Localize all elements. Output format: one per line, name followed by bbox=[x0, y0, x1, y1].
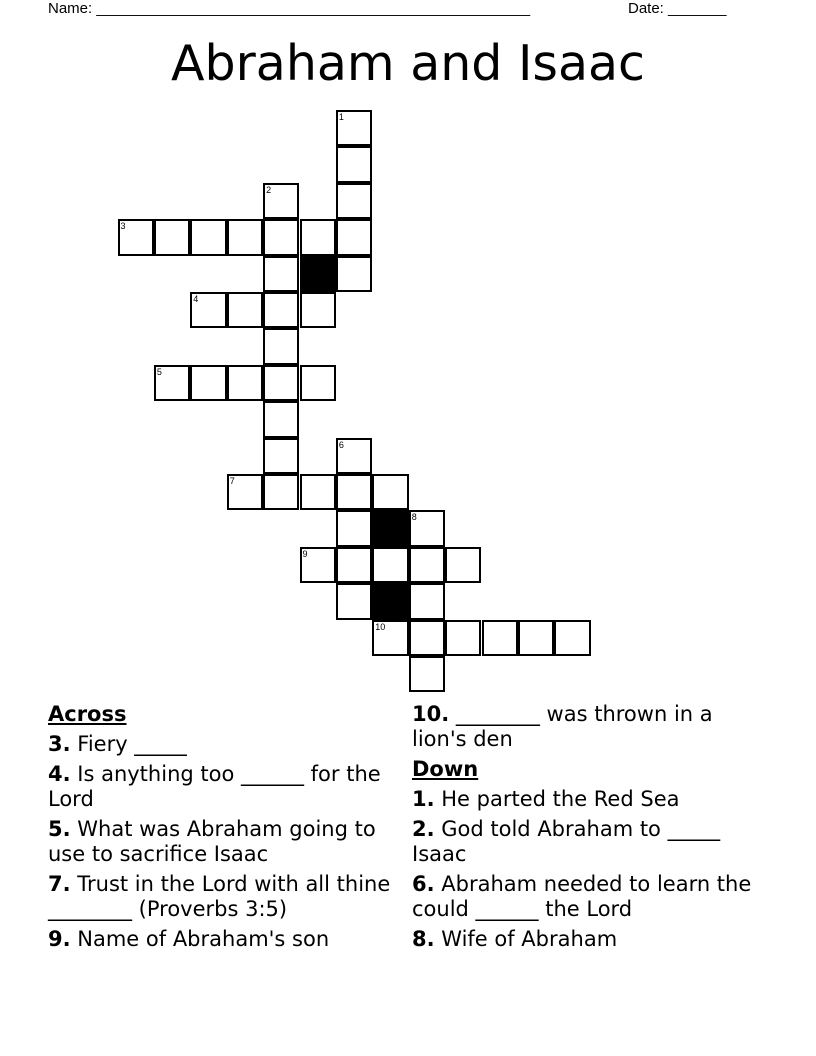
page-title: Abraham and Isaac bbox=[171, 35, 645, 92]
clue-text: Fiery _____ bbox=[70, 732, 187, 756]
crossword-cell[interactable] bbox=[300, 474, 336, 510]
clue-number-label: 6 bbox=[338, 439, 344, 450]
clue-text: He parted the Red Sea bbox=[434, 787, 680, 811]
clue-text: ________ was thrown in a lion's den bbox=[412, 702, 713, 751]
clue-text: Trust in the Lord with all thine ________ (Proverbs 3:5) bbox=[48, 872, 391, 921]
crossword-cell[interactable] bbox=[336, 219, 372, 255]
crossword-cell[interactable] bbox=[372, 547, 408, 583]
crossword-cell[interactable] bbox=[263, 401, 299, 437]
crossword-cell[interactable] bbox=[336, 510, 372, 546]
clue-across-5 bbox=[48, 817, 398, 867]
clue-number: 6. bbox=[412, 872, 435, 896]
crossword-cell[interactable] bbox=[336, 256, 372, 292]
clue-number-label: 4 bbox=[193, 294, 199, 304]
across-heading: Across bbox=[48, 702, 127, 726]
crossword-cell[interactable] bbox=[518, 620, 554, 656]
clue-number: 9. bbox=[48, 927, 71, 951]
clue-number: 7. bbox=[48, 872, 71, 896]
clue-across-7 bbox=[48, 872, 398, 922]
clue-number: 5. bbox=[48, 817, 71, 841]
crossword-cell[interactable] bbox=[445, 620, 481, 656]
clue-across-4 bbox=[48, 762, 398, 812]
crossword-cell[interactable] bbox=[190, 365, 226, 401]
clue-number: 10. bbox=[412, 702, 450, 726]
clue-text: Abraham needed to learn the could ______ the Lord bbox=[412, 872, 752, 921]
clue-number-label: 7 bbox=[229, 476, 235, 486]
crossword-cell[interactable] bbox=[372, 474, 408, 510]
clue-number-label: 9 bbox=[302, 548, 308, 559]
clue-text: What was Abraham going to use to sacrifice Isaac bbox=[48, 817, 376, 866]
clue-number: 3. bbox=[48, 732, 71, 756]
clue-text: Name of Abraham's son bbox=[70, 927, 330, 951]
crossword-cell[interactable] bbox=[336, 183, 372, 219]
crossword-cell[interactable] bbox=[409, 620, 445, 656]
crossword-cell[interactable] bbox=[263, 365, 299, 401]
crossword-cell[interactable] bbox=[445, 547, 481, 583]
crossword-cell[interactable] bbox=[227, 365, 263, 401]
crossword-cell[interactable] bbox=[336, 547, 372, 583]
clue-number-label: 10 bbox=[375, 621, 386, 632]
crossword-cell[interactable] bbox=[263, 438, 299, 474]
crossword-block bbox=[372, 510, 408, 546]
crossword-cell[interactable] bbox=[263, 328, 299, 364]
clue-down-8 bbox=[412, 927, 772, 952]
crossword-cell[interactable] bbox=[190, 219, 226, 255]
crossword-cell[interactable] bbox=[227, 219, 263, 255]
crossword-cell[interactable] bbox=[263, 219, 299, 255]
crossword-cell[interactable] bbox=[300, 219, 336, 255]
crossword-cell[interactable] bbox=[263, 292, 299, 328]
clue-number-label: 1 bbox=[338, 112, 344, 122]
clue-number: 1. bbox=[412, 787, 435, 811]
crossword-cell[interactable] bbox=[336, 474, 372, 510]
name-field-label[interactable]: Name: ____________________________________________________ bbox=[48, 0, 531, 17]
clue-number-label: 3 bbox=[120, 221, 126, 232]
crossword-cell[interactable] bbox=[409, 583, 445, 619]
crossword-cell[interactable] bbox=[300, 292, 336, 328]
crossword-cell[interactable] bbox=[409, 547, 445, 583]
crossword-cell[interactable] bbox=[227, 292, 263, 328]
clue-text: Wife of Abraham bbox=[434, 927, 618, 951]
clue-across-3 bbox=[48, 732, 398, 757]
clue-number: 8. bbox=[412, 927, 435, 951]
crossword-cell[interactable] bbox=[263, 474, 299, 510]
clue-text: God told Abraham to _____ Isaac bbox=[412, 817, 721, 866]
crossword-block bbox=[300, 256, 336, 292]
clue-down-2 bbox=[412, 817, 772, 867]
crossword-cell[interactable] bbox=[482, 620, 518, 656]
clue-number-label: 8 bbox=[411, 512, 417, 523]
date-field-label[interactable]: Date: _______ bbox=[628, 0, 727, 17]
clues-column-right bbox=[412, 702, 772, 957]
crossword-cell[interactable] bbox=[336, 583, 372, 619]
clue-across-9 bbox=[48, 927, 398, 952]
crossword-cell[interactable] bbox=[554, 620, 590, 656]
clue-down-1 bbox=[412, 787, 772, 812]
crossword-block bbox=[372, 583, 408, 619]
clues-column-left bbox=[48, 702, 398, 957]
crossword-cell[interactable] bbox=[154, 219, 190, 255]
crossword-cell[interactable] bbox=[300, 365, 336, 401]
clue-down-6 bbox=[412, 872, 772, 922]
down-heading: Down bbox=[412, 757, 479, 781]
crossword-cell[interactable] bbox=[263, 256, 299, 292]
crossword-cell[interactable] bbox=[409, 656, 445, 692]
clue-text: Is anything too ______ for the Lord bbox=[48, 762, 381, 811]
clue-number: 4. bbox=[48, 762, 71, 786]
clue-number: 2. bbox=[412, 817, 435, 841]
clue-number-label: 2 bbox=[266, 184, 272, 195]
clue-number-label: 5 bbox=[156, 366, 162, 377]
clue-across-10 bbox=[412, 702, 772, 752]
crossword-cell[interactable] bbox=[336, 146, 372, 182]
